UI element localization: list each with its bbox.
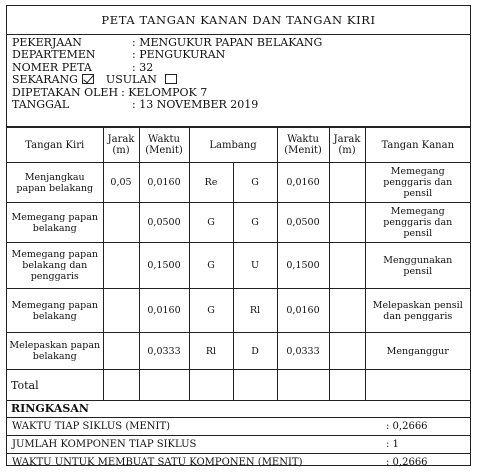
cell-tangan-kanan: Memegang penggaris dan pensil	[365, 163, 470, 203]
total-row	[7, 370, 470, 401]
summary-row-waktu-siklus	[7, 418, 470, 436]
pekerjaan-value: : MENGUKUR PAPAN BELAKANG	[132, 36, 323, 49]
header-lambang: Lambang	[189, 128, 277, 163]
cell-jarak-right	[329, 289, 365, 333]
cell-jarak-right	[329, 203, 365, 243]
usulan-label: USULAN	[105, 73, 157, 87]
cell-waktu-left: 0,0500	[139, 203, 189, 243]
cell-waktu-right: 0,1500	[277, 243, 329, 289]
cell-jarak-left: 0,05	[103, 163, 139, 203]
cell-waktu-right: 0,0160	[277, 289, 329, 333]
header-jarak-right: Jarak (m)	[329, 128, 365, 163]
nomer-row	[12, 62, 470, 74]
cell-jarak-right	[329, 333, 365, 370]
hand-chart-sheet	[6, 5, 471, 466]
total-empty-cell	[233, 370, 277, 401]
chart-title: PETA TANGAN KANAN DAN TANGAN KIRI	[7, 6, 470, 35]
cell-tangan-kiri: Menjangkau papan belakang	[7, 163, 103, 203]
header-jarak-left: Jarak (m)	[103, 128, 139, 163]
waktu-komponen-value: : 0,2666	[386, 457, 428, 468]
nomer-label: NOMER PETA	[12, 60, 92, 74]
cell-tangan-kiri: Memegang papan belakang	[7, 289, 103, 333]
cell-tangan-kiri: Memegang papan belakang	[7, 203, 103, 243]
cell-tangan-kiri: Memegang papan belakang dan penggaris	[7, 243, 103, 289]
departemen-label: DEPARTEMEN	[12, 48, 96, 62]
status-row	[12, 74, 470, 86]
cell-jarak-left	[103, 203, 139, 243]
cell-tangan-kiri: Melepaskan papan belakang	[7, 333, 103, 370]
cell-symbol-right: U	[233, 243, 277, 289]
table-row	[7, 289, 470, 333]
waktu-siklus-label: WAKTU TIAP SIKLUS (MENIT)	[12, 421, 171, 432]
departemen-row	[12, 49, 470, 61]
cell-symbol-right: D	[233, 333, 277, 370]
cell-symbol-left: G	[189, 289, 233, 333]
total-empty-cell	[365, 370, 470, 401]
table-row	[7, 163, 470, 203]
header-waktu-right: Waktu (Menit)	[277, 128, 329, 163]
sekarang-label: SEKARANG	[12, 73, 78, 87]
departemen-value: : PENGUKURAN	[132, 48, 226, 62]
total-empty-cell	[329, 370, 365, 401]
total-empty-cell	[103, 370, 139, 401]
total-empty-cell	[189, 370, 233, 401]
table-row	[7, 333, 470, 370]
summary-row-waktu-komponen	[7, 454, 470, 471]
pekerjaan-label: PEKERJAAN	[12, 36, 82, 49]
cell-symbol-left: G	[189, 203, 233, 243]
info-block	[7, 35, 470, 127]
sekarang-checkbox[interactable]	[82, 74, 94, 84]
dipetakan-label: DIPETAKAN OLEH	[12, 85, 119, 99]
total-empty-cell	[277, 370, 329, 401]
usulan-checkbox[interactable]	[165, 74, 177, 84]
cell-symbol-left: Re	[189, 163, 233, 203]
total-label: Total	[7, 370, 103, 401]
cell-jarak-left	[103, 243, 139, 289]
table-row	[7, 243, 470, 289]
summary-row-jumlah	[7, 436, 470, 454]
cell-waktu-left: 0,1500	[139, 243, 189, 289]
cell-jarak-right	[329, 243, 365, 289]
tanggal-label: TANGGAL	[12, 98, 70, 112]
jumlah-value: : 1	[386, 439, 399, 450]
header-tangan-kanan: Tangan Kanan	[365, 128, 470, 163]
dipetakan-value: : KELOMPOK 7	[121, 85, 208, 99]
total-empty-cell	[139, 370, 189, 401]
cell-jarak-right	[329, 163, 365, 203]
header-waktu-left: Waktu (Menit)	[139, 128, 189, 163]
summary-title: RINGKASAN	[7, 401, 470, 418]
cell-symbol-right: Rl	[233, 289, 277, 333]
cell-tangan-kanan: Melepaskan pensil dan penggaris	[365, 289, 470, 333]
cell-tangan-kanan: Menganggur	[365, 333, 470, 370]
table-header-row	[7, 128, 470, 163]
waktu-siklus-value: : 0,2666	[386, 421, 428, 432]
cell-waktu-right: 0,0500	[277, 203, 329, 243]
jumlah-label: JUMLAH KOMPONEN TIAP SIKLUS	[12, 439, 197, 450]
tanggal-value: : 13 NOVEMBER 2019	[132, 98, 259, 112]
cell-waktu-left: 0,0333	[139, 333, 189, 370]
cell-waktu-right: 0,0160	[277, 163, 329, 203]
cell-symbol-left: Rl	[189, 333, 233, 370]
tanggal-row	[12, 99, 470, 111]
cell-waktu-left: 0,0160	[139, 289, 189, 333]
cell-symbol-left: G	[189, 243, 233, 289]
cell-waktu-right: 0,0333	[277, 333, 329, 370]
cell-symbol-right: G	[233, 203, 277, 243]
hand-activity-table	[7, 127, 470, 401]
cell-tangan-kanan: Memegang penggaris dan pensil	[365, 203, 470, 243]
cell-tangan-kanan: Menggunakan pensil	[365, 243, 470, 289]
header-tangan-kiri: Tangan Kiri	[7, 128, 103, 163]
cell-symbol-right: G	[233, 163, 277, 203]
waktu-komponen-label: WAKTU UNTUK MEMBUAT SATU KOMPONEN (MENIT)	[12, 457, 303, 468]
summary-block	[7, 418, 470, 471]
cell-waktu-left: 0,0160	[139, 163, 189, 203]
cell-jarak-left	[103, 289, 139, 333]
cell-jarak-left	[103, 333, 139, 370]
nomer-value: : 32	[132, 60, 154, 74]
table-row	[7, 203, 470, 243]
